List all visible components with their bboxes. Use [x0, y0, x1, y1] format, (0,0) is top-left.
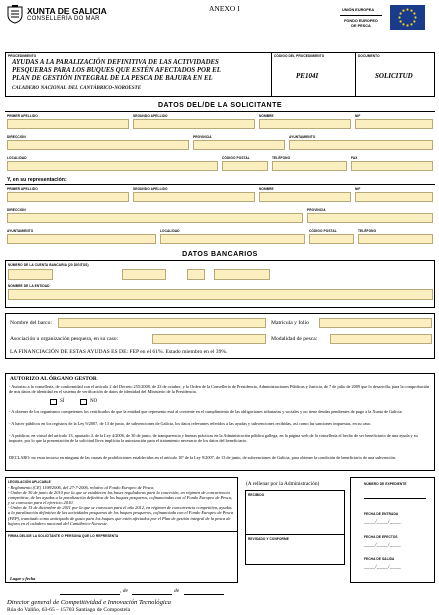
- signature-label: FIRMA DEL/DE LA SOLICITANTE O PERSONA QUE LO REPRESENTA: [8, 534, 119, 538]
- document-value: SOLICITUD: [375, 72, 413, 80]
- registration-field[interactable]: [319, 318, 432, 328]
- applicant-name-field[interactable]: [259, 119, 351, 129]
- bank-control-digit-field[interactable]: [187, 269, 205, 280]
- identity-check-no[interactable]: [80, 399, 87, 405]
- footer-director: Director general de Competitividad e Innovación Tecnológica: [7, 599, 171, 606]
- eu-flag-icon: [390, 5, 425, 30]
- identity-check-si[interactable]: [50, 399, 57, 405]
- field-label: TELÉFONO: [358, 229, 377, 233]
- org-dept: CONSELLERÍA DO MAR: [27, 16, 100, 22]
- identity-si-label: SÍ: [60, 399, 65, 404]
- legislation-item: - Orden de 30 de junio de 2010 por la que se establecen las bases reguladoras para la concesión, en régimen de concurrencia competitiva, de las ayudas a la paralización definitiva de los buques pesqueros, cofinanciadas con el Fondo Europeo de Pesca, y se convocan para el ejercicio 2010.: [8, 490, 233, 506]
- bank-entity-label: NOMBRE DE LA ENTIDAD: [8, 284, 50, 288]
- field-label: AYUNTAMIENTO: [7, 229, 34, 233]
- rep-surname1-field[interactable]: [7, 192, 129, 202]
- rep-address-field[interactable]: [7, 213, 303, 223]
- field-label: DIRECCIÓN: [7, 208, 26, 212]
- admin-title: (A rellenar por la Administración): [246, 481, 320, 487]
- bank-account-label: NÚMERO DE LA CUENTA BANCARIA (20 DÍGITOS): [8, 263, 89, 267]
- field-label: LOCALIDAD: [160, 229, 180, 233]
- applicant-section-title: DATOS DEL/DE LA SOLICITANTE: [157, 102, 283, 109]
- applicant-address-field[interactable]: [7, 140, 189, 150]
- authorization-paragraph: - A hacer públicos en los registros de la Ley 9/2007, de 13 de junio, de subvenciones de Galicia, los datos relevantes referidos a las ayudas y subvenciones recibidas, así como las sanciones impuestas, en su caso.: [9, 421, 372, 426]
- applicant-fax-field[interactable]: [351, 161, 433, 171]
- field-label: NOMBRE: [259, 114, 274, 118]
- bank-branch-code-field[interactable]: [122, 269, 166, 280]
- procedure-title: [12, 59, 270, 92]
- legislation-item: - Reglamento (CE) 1198/2006, del 27-7-2006, relativo al Fondo Europeo de Pesca.: [8, 485, 155, 490]
- document-label: DOCUMENTO: [358, 54, 380, 58]
- procedure-title-line: PLAN DE GESTIÓN INTEGRAL DE LA PESCA DE BAJURA EN EL: [12, 75, 213, 83]
- rep-municipality-field[interactable]: [7, 234, 156, 244]
- field-label: PRIMER APELLIDO: [7, 187, 38, 191]
- legislation-list: [8, 485, 234, 526]
- place-date-label: Lugar y fecha: [10, 576, 36, 581]
- procedure-code-label: CÓDIGO DEL PROCEDIMIENTO: [274, 54, 325, 58]
- footer-address: Rúa do Valiño, 63-65 – 15703 Santiago de Compostela: [7, 607, 131, 613]
- applicant-province-field[interactable]: [193, 140, 285, 150]
- field-label: DIRECCIÓN: [7, 135, 26, 139]
- applicant-surname1-field[interactable]: [7, 119, 129, 129]
- bank-entity-code-field[interactable]: [8, 269, 53, 280]
- effects-date-blank: ____/____/____: [364, 543, 401, 548]
- legislation-title: LEGISLACIÓN APLICABLE: [8, 480, 51, 484]
- org-name: XUNTA DE GALICIA: [27, 6, 107, 16]
- field-label: NOMBRE: [259, 187, 274, 191]
- field-label: PROVINCIA: [193, 135, 212, 139]
- financing-note: LA FINANCIACIÓN DE ESTAS AYUDAS ES DE: FEP en el 61%. Estado miembro en el 39%.: [10, 349, 228, 355]
- rep-province-field[interactable]: [307, 213, 433, 223]
- field-label: TELÉFONO: [272, 156, 291, 160]
- representative-title: Y, en su representación:: [7, 177, 67, 183]
- identity-no-label: NO: [90, 399, 98, 404]
- date-separator: de: [174, 588, 180, 594]
- legislation-item: - Orden de 15 de diciembre de 2011 por la que se convocan para el año 2012, en régimen de concurrencia competitiva, ayudas a la paralización definitiva de las actividades pesqueras de los buques pesqueros, cofinanciada con el Fondo Europeo de Pesca (FEP), tramitado como anticipado de gasto para los buques que estén afectados por el Plan de gestión integral de la pesca de bajura en el caladero nacional del Cantábrico-Noroeste.: [8, 505, 234, 526]
- applicant-postal-field[interactable]: [222, 161, 268, 171]
- field-label: PROVINCIA: [307, 208, 326, 212]
- date-separator: , de: [120, 588, 128, 594]
- annex-title: ANEXO I: [209, 4, 240, 13]
- entry-date-label: FECHA DE ENTRADA: [364, 512, 399, 516]
- exit-date-label: FECHA DE SALIDA: [364, 557, 395, 561]
- procedure-title-line: caladero nacional del cantábrico-noroeste: [12, 83, 142, 91]
- field-label: AYUNTAMIENTO: [289, 135, 316, 139]
- declaration-paragraph: DECLARO: no estar incurso en ninguna de las causas de prohibiciones establecidas en el artículo 10º de la Ley 9/2007, de 13 de junio, de subvenciones de Galicia, para obtener la condición de beneficiario de una subvención.: [9, 455, 396, 460]
- field-label: CÓDIGO POSTAL: [222, 156, 250, 160]
- applicant-nif-field[interactable]: [355, 119, 433, 129]
- applicant-surname2-field[interactable]: [133, 119, 255, 129]
- entry-date-blank: ____/____/____: [364, 520, 401, 525]
- bank-section-title: DATOS BANCARIOS: [182, 251, 258, 258]
- authorization-paragraph: - A obtener de los organismos competentes los certificados de que la entidad que represento está al corriente en el cumplimiento de las obligaciones tributarias y sociales y no tiene deudas pendientes de pago a la Xunta de Galicia.: [9, 409, 403, 414]
- rep-surname2-field[interactable]: [133, 192, 255, 202]
- field-label: SEGUNDO APELLIDO: [133, 187, 168, 191]
- eu-fund-label: FONDO EUROPEO DE PESCA: [344, 19, 378, 28]
- association-label: Asociación u organización pesquera, en su caso:: [10, 336, 119, 342]
- field-label: NIF: [355, 187, 361, 191]
- field-label: SEGUNDO APELLIDO: [133, 114, 168, 118]
- authorization-paragraph: - A publicar, en virtud del artículo 13, apartado 4, de la Ley 4/2006, de 30 de junio, de transparencia y buenas prácticas en la Administración pública gallega, en la página web de la consellería el hecho de ser beneficiario de una ayuda y su importe, por lo que la presentación de la solicitud lleva implícita la autorización para el tratamiento necesario de los datos del beneficiario.: [9, 433, 418, 444]
- reviewed-label: REVISADO Y CONFORME: [248, 537, 289, 541]
- procedure-label: PROCEDIMIENTO: [8, 54, 37, 58]
- field-label: LOCALIDAD: [7, 156, 27, 160]
- authorization-paragraph: - Autorizo a la consellería, de conformidad con el artículo 2 del Decreto 255/2008, de 23 de octubre, y la Orden de la Consellería de Presidencia, Administraciones Públicas y Justicia, de 7 de julio de 2009 que lo desarrolla, para la comprobación de mis datos de identidad en el sistema de verificación de datos de identidad del Ministerio de la Presidencia.: [9, 384, 430, 395]
- effects-date-label: FECHA DE EFECTOS: [364, 535, 398, 539]
- procedure-title-line: AYUDAS A LA PARALIZACIÓN DEFINITIVA DE LAS ACTIVIDADES: [12, 59, 219, 66]
- field-label: FAX: [351, 156, 358, 160]
- applicant-municipality-field[interactable]: [289, 140, 433, 150]
- ship-name-field[interactable]: [58, 318, 266, 328]
- bank-box: [5, 260, 435, 308]
- applicant-locality-field[interactable]: [7, 161, 218, 171]
- xunta-logo: [6, 4, 24, 24]
- bank-entity-name-field[interactable]: [8, 289, 433, 300]
- field-label: CÓDIGO POSTAL: [309, 229, 337, 233]
- ship-name-label: Nombre del barco:: [10, 320, 52, 326]
- bank-account-number-field[interactable]: [214, 269, 270, 280]
- field-label: PRIMER APELLIDO: [7, 114, 38, 118]
- exit-date-blank: ____/____/____: [364, 565, 401, 570]
- applicant-phone-field[interactable]: [272, 161, 347, 171]
- procedure-title-line: PESQUERAS PARA LOS BUQUES QUE ESTÉN AFECTADOS POR EL: [12, 67, 221, 75]
- rep-nif-field[interactable]: [355, 192, 433, 202]
- file-number-label: NÚMERO DE EXPEDIENTE: [364, 482, 407, 486]
- modality-label: Modalidad de pesca:: [271, 336, 318, 342]
- field-label: NIF: [355, 114, 361, 118]
- modality-field[interactable]: [330, 334, 432, 344]
- received-label: RECIBIDO: [248, 493, 265, 497]
- rep-locality-field[interactable]: [160, 234, 305, 244]
- admin-received-box: [245, 490, 345, 565]
- procedure-code-value: PE104I: [296, 72, 319, 80]
- authorization-title: AUTORIZO AL ÓRGANO GESTOR: [10, 376, 97, 382]
- rep-name-field[interactable]: [259, 192, 351, 202]
- association-field[interactable]: [152, 334, 266, 344]
- eu-union-label: UNIÓN EUROPEA: [342, 8, 375, 12]
- rep-phone-field[interactable]: [358, 234, 433, 244]
- registration-label: Matrícula y folio: [271, 320, 309, 326]
- rep-postal-field[interactable]: [309, 234, 354, 244]
